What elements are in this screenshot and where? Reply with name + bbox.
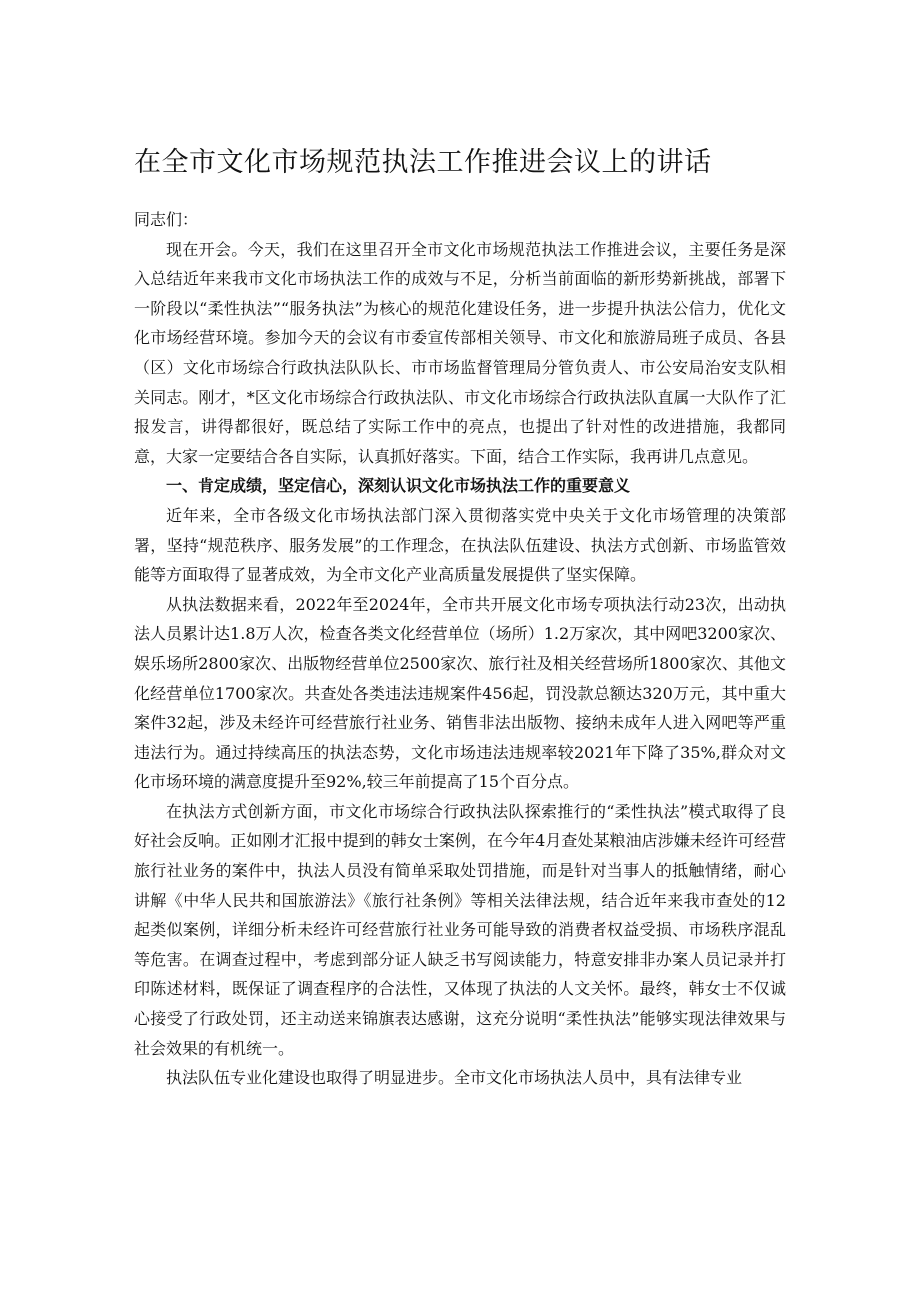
body-paragraph-case: 在执法方式创新方面，市文化市场综合行政执法队探索推行的“柔性执法”模式取得了良好社会反响。正如刚才汇报中提到的韩女士案例，在今年4月查处某粮油店涉嫌未经许可经营旅行社业务的案件中，执法人员没有简单采取处罚措施，而是针对当事人的抵触情绪，耐心讲解《中华人民共和国旅游法》《旅行社条例》等相关法律法规，结合近年来我市查处的12起类似案例，详细分析未经许可经营旅行社业务可能导致的消费者权益受损、市场秩序混乱等危害。在调查过程中，考虑到部分证人缺乏书写阅读能力，特意安排非办案人员记录并打印陈述材料，既保证了调查程序的合法性，又体现了执法的人文关怀。最终，韩女士不仅诚心接受了行政处罚，还主动送来锦旗表达感谢，这充分说明“柔性执法”能够实现法律效果与社会效果的有机统一。: [134, 801, 786, 1058]
section-heading: 一、肯定成绩，坚定信心，深刻认识文化市场执法工作的重要意义: [166, 476, 631, 496]
body-paragraph-statistics: 从执法数据来看，2022年至2024年，全市共开展文化市场专项执法行动23次，出动执法人员累计达1.8万人次，检查各类文化经营单位（场所）1.2万家次，其中网吧3200家次、娱乐场所2800家次、出版物经营单位2500家次、旅行社及相关经营场所1800家次、其他文化经营单位1700家次。共查处各类违法违规案件456起，罚没款总额达320万元，其中重大案件32起，涉及未经许可经营旅行社业务、销售非法出版物、接纳未成年人进入网吧等严重违法行为。通过持续高压的执法态势，文化市场违法违规率较2021年下降了35%,群众对文化市场环境的满意度提升至92%,较三年前提高了15个百分点。: [134, 594, 786, 792]
document-body: [134, 205, 786, 1093]
salutation: 同志们：: [134, 210, 199, 229]
body-paragraph-truncated: 执法队伍专业化建设也取得了明显进步。全市文化市场执法人员中，具有法律专业: [166, 1068, 743, 1088]
opening-paragraph: 现在开会。今天，我们在这里召开全市文化市场规范执法工作推进会议，主要任务是深入总结近年来我市文化市场执法工作的成效与不足，分析当前面临的新形势新挑战，部署下一阶段以“柔性执法”“服务执法”为核心的规范化建设任务，进一步提升执法公信力，优化文化市场经营环境。参加今天的会议有市委宣传部相关领导、市文化和旅游局班子成员、各县（区）文化市场综合行政执法队队长、市市场监督管理局分管负责人、市公安局治安支队相关同志。刚才，*区文化市场综合行政执法队、市文化市场综合行政执法队直属一大队作了汇报发言，讲得都很好，既总结了实际工作中的亮点，也提出了针对性的改进措施，我都同意，大家一定要结合各自实际，认真抓好落实。下面，结合工作实际，我再讲几点意见。: [134, 239, 786, 466]
document-title: 在全市文化市场规范执法工作推进会议上的讲话: [134, 147, 712, 178]
body-paragraph: 近年来，全市各级文化市场执法部门深入贯彻落实党中央关于文化市场管理的决策部署，坚持“规范秩序、服务发展”的工作理念，在执法队伍建设、执法方式创新、市场监管效能等方面取得了显著成效，为全市文化产业高质量发展提供了坚实保障。: [134, 505, 786, 585]
